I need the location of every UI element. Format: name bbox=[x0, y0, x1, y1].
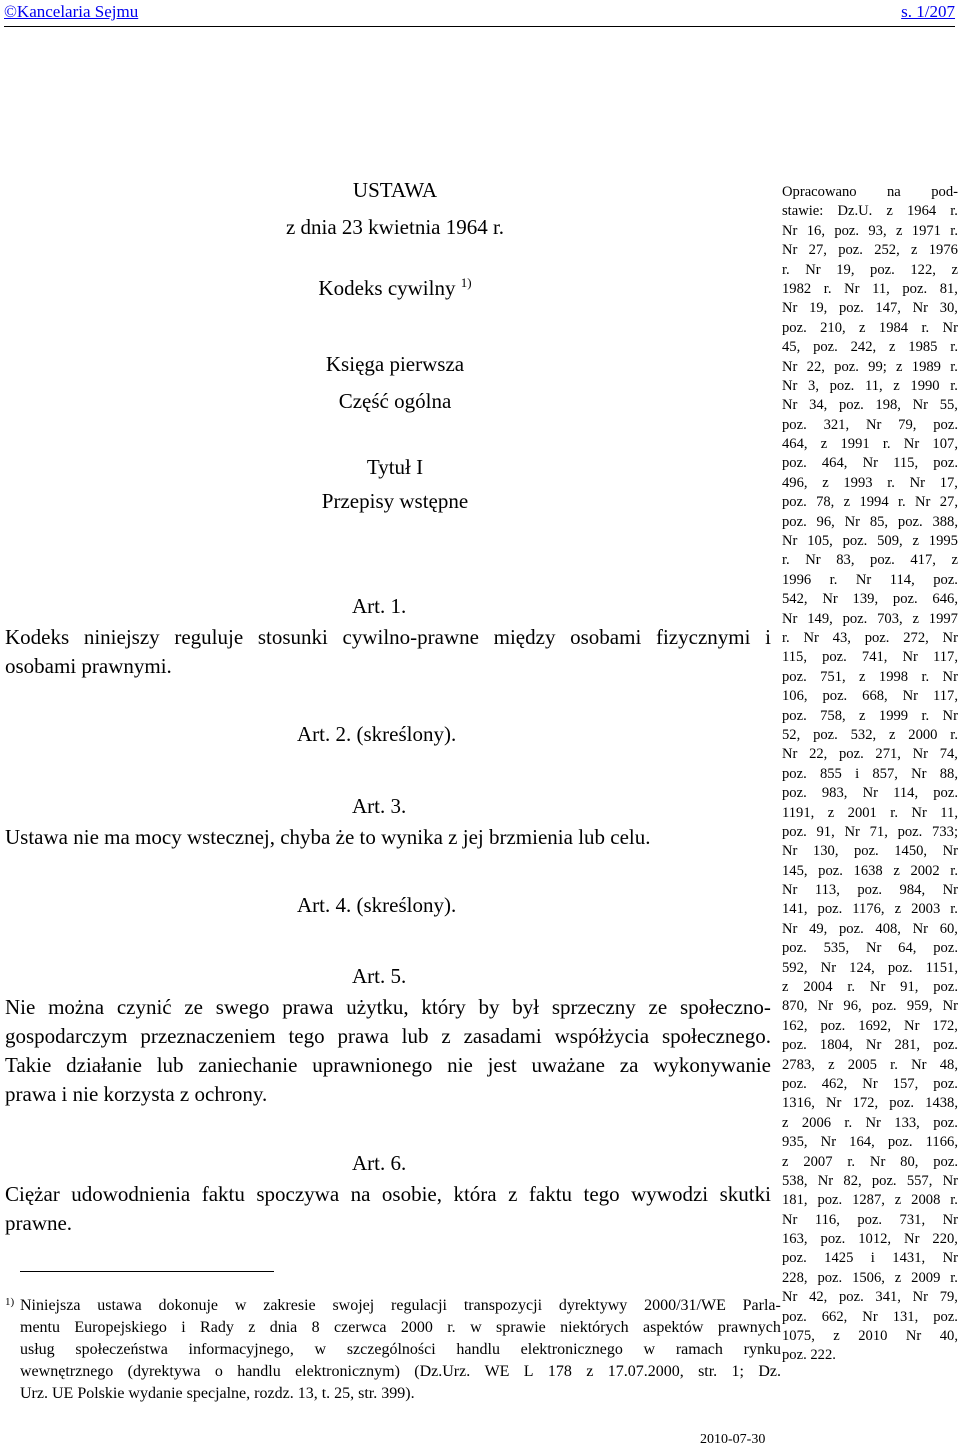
sidebar-line: 1191, z 2001 r. Nr 11, bbox=[782, 804, 958, 821]
sidebar-line: Nr 22, poz. 99; z 1989 r. bbox=[782, 358, 958, 375]
sidebar-line: poz. 1804, Nr 281, poz. bbox=[782, 1037, 958, 1054]
sidebar-line: Nr 149, poz. 703, z 1997 bbox=[782, 610, 958, 627]
sidebar-line: poz. 751, z 1998 r. Nr bbox=[782, 668, 958, 685]
part-title: Część ogólna bbox=[338, 389, 452, 413]
footnote-divider bbox=[20, 1271, 274, 1272]
sources-sidebar bbox=[782, 183, 958, 1366]
sidebar-line: poz. 96, Nr 85, poz. 388, bbox=[782, 513, 958, 530]
art-3-line-1: Ustawa nie ma mocy wstecznej, chyba że to wynika z jej brzmienia lub celu. bbox=[5, 825, 651, 849]
sidebar-line: z 2006 r. Nr 133, poz. bbox=[782, 1114, 958, 1131]
sidebar-line: 52, poz. 532, z 2000 r. bbox=[782, 726, 958, 743]
sidebar-line: poz. 535, Nr 64, poz. bbox=[782, 940, 958, 957]
sidebar-line: 163, poz. 1012, Nr 220, bbox=[782, 1231, 958, 1248]
art-1-text bbox=[5, 623, 771, 681]
page-number-link[interactable]: s. 1/207 bbox=[901, 2, 955, 21]
art-6-heading: Art. 6. bbox=[352, 1151, 407, 1175]
footnote-mark: 1) bbox=[5, 1296, 15, 1308]
sidebar-line: poz. 662, Nr 131, poz. bbox=[782, 1308, 958, 1325]
sidebar-line: 464, z 1991 r. Nr 107, bbox=[782, 436, 958, 453]
sidebar-line: 45, poz. 242, z 1985 r. bbox=[782, 339, 958, 356]
sidebar-line: 538, Nr 82, poz. 557, Nr bbox=[782, 1172, 958, 1189]
art-4-line bbox=[297, 893, 456, 918]
document-date: 2010-07-30 bbox=[700, 1432, 766, 1447]
sidebar-line: r. Nr 83, poz. 417, z bbox=[782, 552, 958, 569]
sidebar-line: z 2007 r. Nr 80, poz. bbox=[782, 1153, 958, 1170]
footnote-line: Urz. UE Polskie wydanie specjalne, rozdz. 13, t. 25, str. 399). bbox=[20, 1385, 415, 1402]
art-6-line-2: prawne. bbox=[5, 1211, 73, 1235]
sidebar-line: Nr 16, poz. 93, z 1971 r. bbox=[782, 222, 958, 239]
sidebar-line: 2783, z 2005 r. Nr 48, bbox=[782, 1056, 958, 1073]
sidebar-line: 1996 r. Nr 114, poz. bbox=[782, 571, 958, 588]
sidebar-line: Nr 49, poz. 408, Nr 60, bbox=[782, 920, 958, 937]
sidebar-line: 228, poz. 1506, z 2009 r. bbox=[782, 1269, 958, 1286]
page-header bbox=[4, 2, 955, 24]
sidebar-line: Nr 130, poz. 1450, Nr bbox=[782, 843, 958, 860]
footnote-ref[interactable]: 1) bbox=[460, 275, 472, 290]
art-1-line-2: osobami prawnymi. bbox=[5, 654, 172, 678]
art-4-heading: Art. 4. bbox=[297, 893, 352, 917]
art-5-line-2: gospodarczym przeznaczeniem tego prawa lub z zasadami współżycia społecznego. bbox=[5, 1024, 771, 1048]
title-name: Przepisy wstępne bbox=[321, 489, 469, 513]
art-5-line-3: Takie działanie lub zaniechanie uprawnionego nie jest uważane za wykonywanie bbox=[5, 1053, 771, 1077]
art-2-heading: Art. 2. bbox=[297, 722, 352, 746]
art-2-note: (skreślony). bbox=[356, 722, 457, 746]
footnote-line: mentu Europejskiego i Rady z dnia 8 czerwca 2000 r. w sprawie niektórych aspektów prawnych bbox=[20, 1319, 781, 1336]
art-5-line-1: Nie można czynić ze swego prawa użytku, który by był sprzeczny ze społeczno- bbox=[5, 995, 771, 1019]
sidebar-line: poz. 91, Nr 71, poz. 733; bbox=[782, 823, 958, 840]
sidebar-line: poz. 78, z 1994 r. Nr 27, bbox=[782, 494, 958, 511]
art-3-text bbox=[5, 823, 771, 852]
header-divider bbox=[4, 26, 955, 27]
sidebar-line: Nr 22, poz. 271, Nr 74, bbox=[782, 746, 958, 763]
sidebar-line: Opracowano na pod- bbox=[782, 184, 958, 200]
sidebar-line: 162, poz. 1692, Nr 172, bbox=[782, 1017, 958, 1034]
act-type: USTAWA bbox=[352, 178, 438, 202]
sidebar-line: 870, Nr 96, poz. 959, Nr bbox=[782, 998, 958, 1015]
sidebar-line: 181, poz. 1287, z 2008 r. bbox=[782, 1192, 958, 1209]
title-number: Tytuł I bbox=[366, 455, 424, 479]
art-5-text bbox=[5, 993, 771, 1109]
sidebar-line: poz. 321, Nr 79, poz. bbox=[782, 416, 958, 433]
art-6-line-1: Ciężar udowodnienia faktu spoczywa na osobie, która z faktu tego wywodzi skutki bbox=[5, 1182, 771, 1206]
sidebar-line: 496, z 1993 r. Nr 17, bbox=[782, 474, 958, 491]
art-2-line bbox=[297, 722, 456, 747]
sidebar-line: r. Nr 43, poz. 272, Nr bbox=[782, 629, 958, 646]
art-3-heading: Art. 3. bbox=[352, 794, 407, 818]
act-name: Kodeks cywilny bbox=[318, 276, 456, 300]
sidebar-line: 145, poz. 1638 z 2002 r. bbox=[782, 862, 958, 879]
sidebar-line: r. Nr 19, poz. 122, z bbox=[782, 261, 958, 278]
art-1-heading: Art. 1. bbox=[352, 594, 407, 618]
art-4-note: (skreślony). bbox=[356, 893, 457, 917]
sidebar-line: 935, Nr 164, poz. 1166, bbox=[782, 1134, 958, 1151]
sidebar-line: poz. 758, z 1999 r. Nr bbox=[782, 707, 958, 724]
footnote bbox=[5, 1295, 781, 1405]
sidebar-line: poz. 983, Nr 114, poz. bbox=[782, 785, 958, 802]
sidebar-line: Nr 3, poz. 11, z 1990 r. bbox=[782, 377, 958, 394]
sidebar-line: Nr 34, poz. 198, Nr 55, bbox=[782, 397, 958, 414]
sidebar-line: Nr 42, poz. 341, Nr 79, bbox=[782, 1289, 958, 1306]
copyright-link[interactable]: ©Kancelaria Sejmu bbox=[4, 2, 139, 21]
sidebar-line: 141, poz. 1176, z 2003 r. bbox=[782, 901, 958, 918]
art-1-line-1: Kodeks niniejszy reguluje stosunki cywilno-prawne między osobami fizycznymi i bbox=[5, 625, 771, 649]
footnote-line: wewnętrznego (dyrektywa o handlu elektronicznym) (Dz.Urz. WE L 178 z 17.07.2000, str. 1; Dz. bbox=[20, 1363, 781, 1380]
sidebar-line: 592, Nr 124, poz. 1151, bbox=[782, 959, 958, 976]
sidebar-line: stawie: Dz.U. z 1964 r. bbox=[782, 203, 958, 220]
sidebar-line: poz. 222. bbox=[782, 1347, 836, 1364]
sidebar-line: Nr 27, poz. 252, z 1976 bbox=[782, 242, 958, 259]
sidebar-line: poz. 464, Nr 115, poz. bbox=[782, 455, 958, 472]
act-name-line bbox=[0, 275, 790, 301]
sidebar-line: Nr 19, poz. 147, Nr 30, bbox=[782, 300, 958, 317]
sidebar-line: 542, Nr 139, poz. 646, bbox=[782, 591, 958, 608]
sidebar-line: Nr 113, poz. 984, Nr bbox=[782, 882, 958, 899]
sidebar-line: poz. 1425 i 1431, Nr bbox=[782, 1250, 958, 1267]
sidebar-line: poz. 855 i 857, Nr 88, bbox=[782, 765, 958, 782]
book-title: Księga pierwsza bbox=[325, 352, 465, 376]
sidebar-line: 1982 r. Nr 11, poz. 81, bbox=[782, 280, 958, 297]
sidebar-line: 115, poz. 741, Nr 117, bbox=[782, 649, 958, 666]
sidebar-line: 106, poz. 668, Nr 117, bbox=[782, 688, 958, 705]
sidebar-line: Nr 116, poz. 731, Nr bbox=[782, 1211, 958, 1228]
sidebar-line: Nr 105, poz. 509, z 1995 bbox=[782, 533, 958, 550]
art-6-text bbox=[5, 1180, 771, 1238]
footnote-line: Niniejsza ustawa dokonuje w zakresie swojej regulacji transpozycji dyrektywy 2000/31/WE Parla- bbox=[20, 1297, 781, 1314]
sidebar-line: z 2004 r. Nr 91, poz. bbox=[782, 979, 958, 996]
sidebar-line: 1316, Nr 172, poz. 1438, bbox=[782, 1095, 958, 1112]
art-5-line-4: prawa i nie korzysta z ochrony. bbox=[5, 1082, 268, 1106]
art-5-heading: Art. 5. bbox=[352, 964, 407, 988]
sidebar-line: poz. 462, Nr 157, poz. bbox=[782, 1075, 958, 1092]
sidebar-line: 1075, z 2010 Nr 40, bbox=[782, 1328, 958, 1345]
footnote-line: usług społeczeństwa informacyjnego, w szczególności handlu elektronicznego w ramach rynku bbox=[20, 1341, 781, 1358]
sidebar-line: poz. 210, z 1984 r. Nr bbox=[782, 319, 958, 336]
act-date: z dnia 23 kwietnia 1964 r. bbox=[285, 215, 505, 239]
